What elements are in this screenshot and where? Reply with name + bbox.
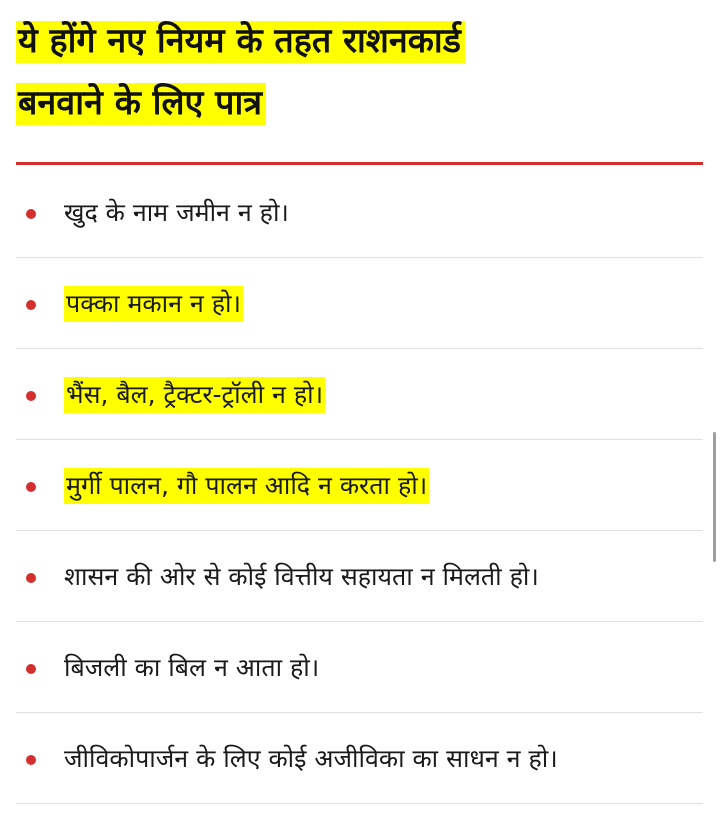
title-line-2: बनवाने के लिए पात्र <box>16 83 266 125</box>
scrollbar[interactable] <box>713 432 716 562</box>
bullet-icon <box>26 482 36 492</box>
list-item <box>16 622 703 713</box>
eligibility-list <box>0 167 720 804</box>
list-item <box>16 531 703 622</box>
title-line-1: ये होंगे नए नियम के तहत राशनकार्ड <box>16 21 465 63</box>
list-item <box>16 349 703 440</box>
bullet-icon <box>26 300 36 310</box>
bullet-icon <box>26 391 36 401</box>
bullet-icon <box>26 573 36 583</box>
list-item-text: बिजली का बिल न आता हो। <box>64 653 320 682</box>
page-title <box>16 10 706 134</box>
list-item-text: मुर्गी पालन, गौ पालन आदि न करता हो। <box>64 468 429 504</box>
bullet-icon <box>26 664 36 674</box>
list-item-text: पक्का मकान न हो। <box>64 286 243 322</box>
list-item <box>16 167 703 258</box>
list-item-text: खुद के नाम जमीन न हो। <box>64 198 289 227</box>
title-divider <box>16 162 703 165</box>
bullet-icon <box>26 209 36 219</box>
list-item-text: जीविकोपार्जन के लिए कोई अजीविका का साधन न हो। <box>64 744 558 773</box>
list-item-text: भैंस, बैल, ट्रैक्टर-ट्रॉली न हो। <box>64 377 325 413</box>
list-item <box>16 440 703 531</box>
list-item <box>16 713 703 804</box>
list-item-text: शासन की ओर से कोई वित्तीय सहायता न मिलती हो। <box>64 562 539 591</box>
bullet-icon <box>26 755 36 765</box>
list-item <box>16 258 703 349</box>
